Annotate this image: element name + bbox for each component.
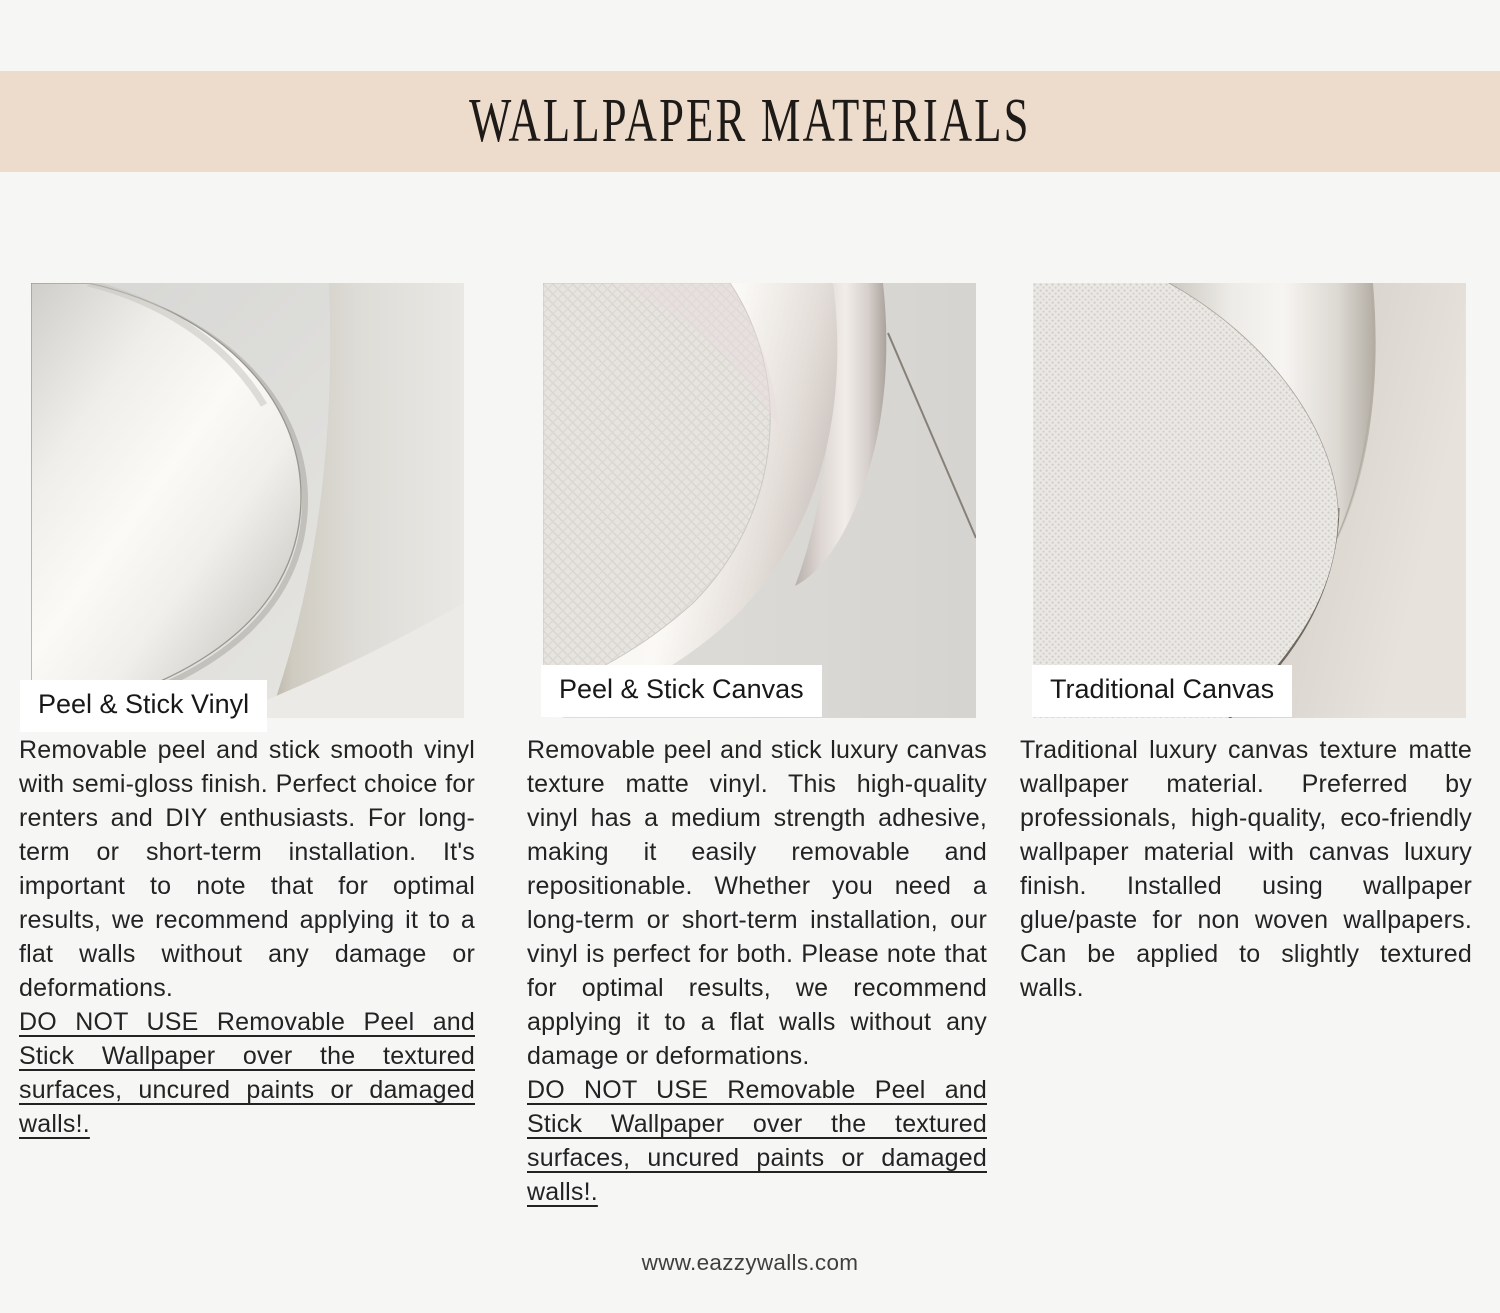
traditional-canvas-photo — [1033, 283, 1466, 718]
website-url: www.eazzywalls.com — [641, 1250, 859, 1275]
material-description: Traditional luxury canvas texture matte wallpaper material. Preferred by professionals, high-quality, eco-friendly wallpaper material with canvas luxury finish. Installed using wallpaper glue/paste for non woven wallpapers. Can be applied to slightly textured walls. — [1020, 736, 1472, 1002]
page-title: WALLPAPER MATERIALS — [469, 87, 1031, 155]
material-label: Traditional Canvas — [1032, 665, 1292, 717]
canvas-vinyl-illustration — [543, 283, 976, 718]
footer — [0, 1250, 1500, 1276]
material-description: Removable peel and stick luxury canvas texture matte vinyl. This high-quality vinyl has a medium strength adhesive, making it easily removable and repositionable. Whether you need a long-term or short-term installation, our vinyl is perfect for both. Please note that for optimal results, we recommend applying it to a flat walls without any damage or deformations. — [527, 736, 987, 1070]
traditional-canvas-illustration — [1033, 283, 1466, 718]
material-card-peel-stick-vinyl — [19, 283, 475, 1141]
smooth-vinyl-illustration — [31, 283, 464, 718]
peel-stick-canvas-photo — [543, 283, 976, 718]
material-warning: DO NOT USE Removable Peel and Stick Wallpaper over the textured surfaces, uncured paints or damaged walls!. — [527, 1076, 987, 1206]
header-band — [0, 71, 1500, 172]
material-card-traditional-canvas — [1020, 283, 1472, 1005]
peel-stick-vinyl-photo — [31, 283, 464, 718]
material-warning: DO NOT USE Removable Peel and Stick Wallpaper over the textured surfaces, uncured paints or damaged walls!. — [19, 1008, 475, 1138]
material-card-peel-stick-canvas — [527, 283, 987, 1209]
material-label: Peel & Stick Vinyl — [20, 680, 267, 732]
material-label: Peel & Stick Canvas — [541, 665, 822, 717]
material-description: Removable peel and stick smooth vinyl with semi-gloss finish. Perfect choice for renters and DIY enthusiasts. For long-term or short-term installation. It's important to note that for optimal results, we recommend applying it to a flat walls without any damage or deformations. — [19, 736, 475, 1002]
